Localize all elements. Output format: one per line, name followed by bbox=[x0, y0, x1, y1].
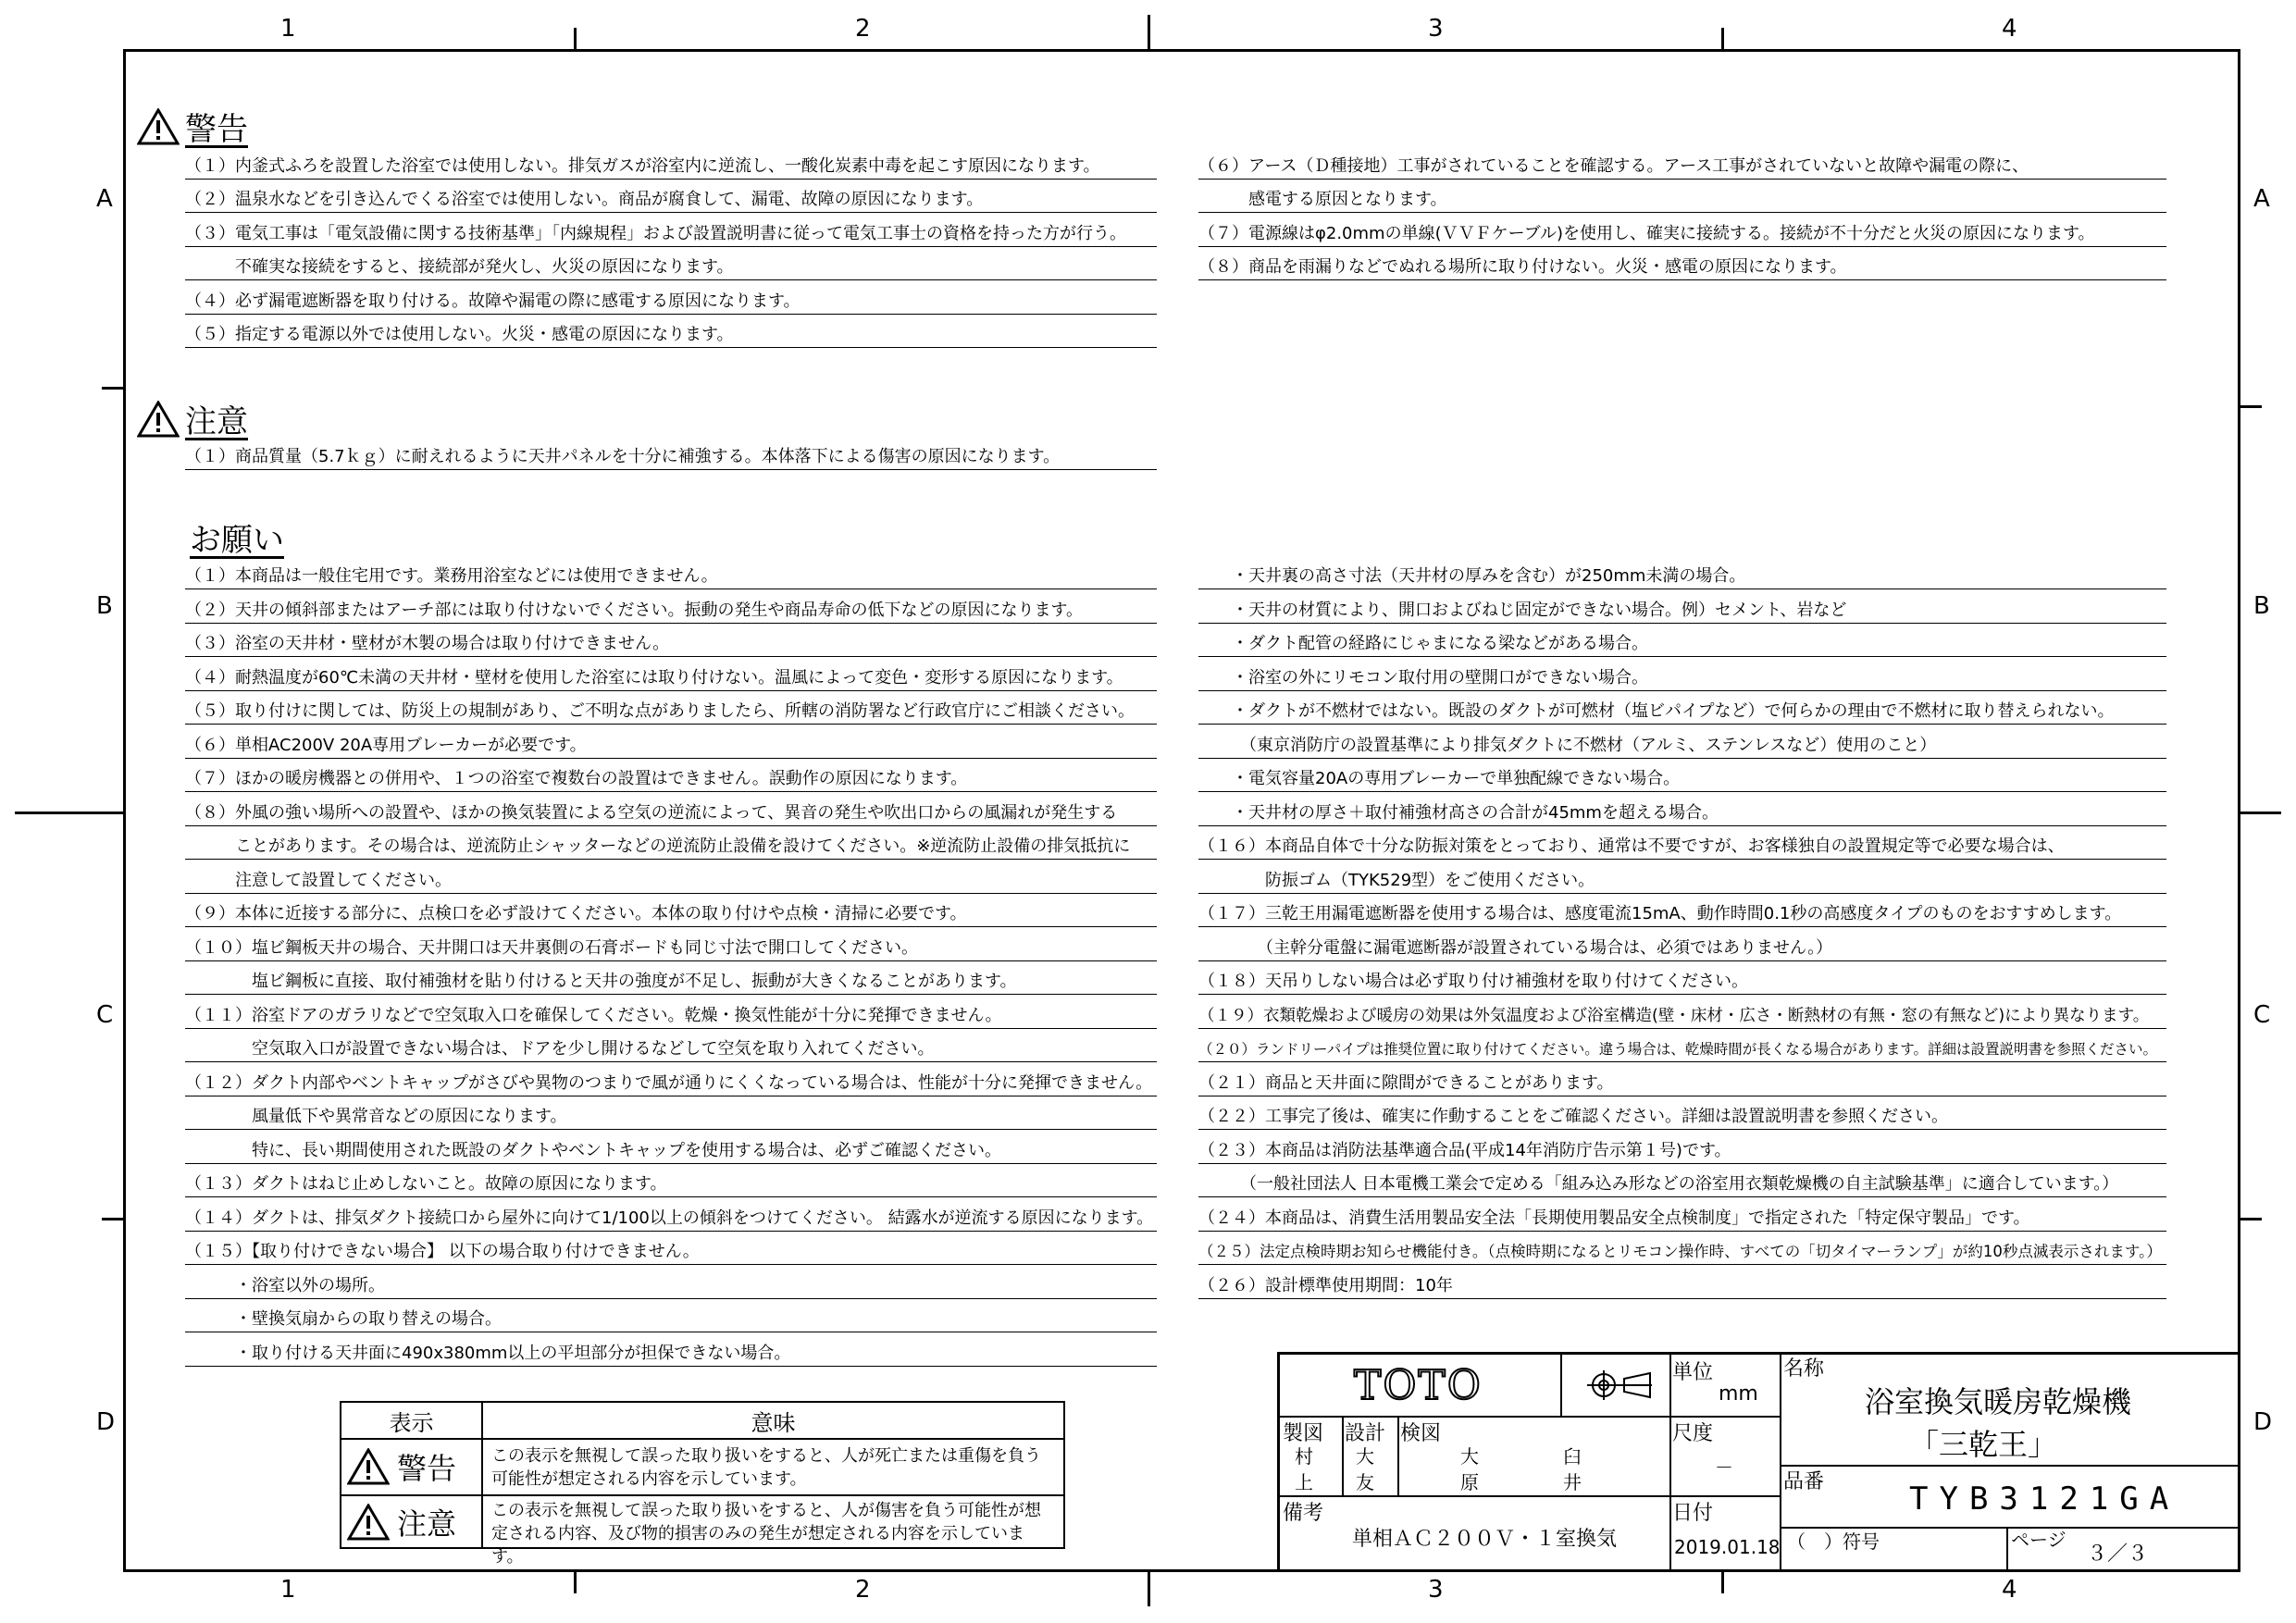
requests-line: （２０）ランドリーパイプは推奨位置に取り付けてください。違う場合は、乾燥時間が長くなる場合があります。詳細は設置説明書を参照ください。 bbox=[1198, 1039, 2166, 1062]
kenzu-name-a1: 大 bbox=[1460, 1445, 1479, 1468]
grid-row-a-left: A bbox=[96, 185, 113, 213]
caution-triangle-icon bbox=[347, 1504, 390, 1541]
grid-tick bbox=[15, 812, 123, 814]
grid-tick bbox=[2240, 812, 2281, 814]
grid-tick bbox=[1148, 1572, 1150, 1606]
legend-warning-symbol bbox=[347, 1441, 477, 1493]
kenzu-name-b1: 臼 bbox=[1563, 1445, 1582, 1468]
requests-line: （一般社団法人 日本電機工業会で定める「組み込み形などの浴室用衣類乾燥機の自主試験基準」に適合しています。） bbox=[1198, 1174, 2166, 1197]
requests-heading bbox=[190, 514, 284, 560]
part-number-label: 品番 bbox=[1783, 1470, 1825, 1493]
requests-line: 防振ゴム（TYK529型）をご使用ください。 bbox=[1198, 871, 2166, 894]
caution-triangle-icon bbox=[137, 401, 180, 438]
requests-line: （１１）浴室ドアのガラリなどで空気取入口を確保してください。乾燥・換気性能が十分に発揮できません。 bbox=[185, 1006, 1157, 1029]
warning-right-line: （８）商品を雨漏りなどでぬれる場所に取り付けない。火災・感電の原因になります。 bbox=[1198, 257, 2166, 280]
requests-line: ・浴室以外の場所。 bbox=[185, 1276, 1157, 1299]
requests-line: 風量低下や異常音などの原因になります。 bbox=[185, 1107, 1157, 1130]
requests-line: ・天井裏の高さ寸法（天井材の厚みを含む）が250mm未満の場合。 bbox=[1198, 566, 2166, 589]
page-value: ３／３ bbox=[2087, 1542, 2149, 1566]
remarks-label: 備考 bbox=[1283, 1502, 1324, 1525]
scale-value: － bbox=[1715, 1456, 1733, 1479]
requests-line: （７）ほかの暖房機器との併用や、１つの浴室で複数台の設置はできません。誤動作の原因になります。 bbox=[185, 769, 1157, 792]
title-block bbox=[1277, 1352, 2240, 1572]
grid-tick bbox=[2240, 1218, 2262, 1220]
warning-right-line: （６）アース（Ｄ種接地）工事がされていることを確認する。アース工事がされていないと故障や漏電の際に、 bbox=[1198, 156, 2166, 180]
grid-row-c-right: C bbox=[2253, 1001, 2271, 1029]
requests-line: 特に、長い期間使用された既設のダクトやベントキャップを使用する場合は、必ずご確認ください。 bbox=[185, 1141, 1157, 1164]
grid-tick bbox=[102, 1218, 123, 1220]
requests-line: （主幹分電盤に漏電遮断器が設置されている場合は、必須ではありません。） bbox=[1198, 938, 2166, 961]
warning-left-line: （３）電気工事は「電気設備に関する技術基準」「内線規程」および設置説明書に従って電気工事士の資格を持った方が行う。 bbox=[185, 224, 1157, 247]
requests-line: （２４）本商品は、消費生活用製品安全法「長期使用製品安全点検制度」で指定された「特定保守製品」です。 bbox=[1198, 1208, 2166, 1232]
requests-line: （１３）ダクトはねじ止めしないこと。故障の原因になります。 bbox=[185, 1174, 1157, 1197]
kenzu-name-a2: 原 bbox=[1460, 1471, 1479, 1493]
legend-caution-desc: この表示を無視して誤った取り扱いをすると、人が傷害を負う可能性が想定される内容、及び物的損害のみの発生が想定される内容を示しています。 bbox=[491, 1501, 1041, 1567]
requests-line: （１２）ダクト内部やベントキャップがさびや異物のつまりで風が通りにくくなっている場合は、性能が十分に発揮できません。 bbox=[185, 1073, 1157, 1096]
requests-title: お願い bbox=[190, 522, 284, 559]
requests-line: ・取り付ける天井面に490x380mm以上の平坦部分が担保できない場合。 bbox=[185, 1344, 1157, 1367]
grid-tick bbox=[1148, 15, 1150, 49]
sekkei-name1: 大 bbox=[1356, 1445, 1374, 1468]
warning-right-line: （７）電源線はφ2.0mmの単線(ＶＶＦケーブル)を使用し、確実に接続する。接続が不十分だと火災の原因になります。 bbox=[1198, 224, 2166, 247]
requests-line: ・電気容量20Aの専用ブレーカーで単独配線できない場合。 bbox=[1198, 769, 2166, 792]
requests-line: 塩ビ鋼板に直接、取付補強材を貼り付けると天井の強度が不足し、振動が大きくなることがあります。 bbox=[185, 972, 1157, 995]
requests-line: （１９）衣類乾燥および暖房の効果は外気温度および浴室構造(壁・床材・広さ・断熱材の有無・窓の有無など)により異なります。 bbox=[1198, 1006, 2166, 1029]
grid-row-b-right: B bbox=[2253, 592, 2270, 620]
toto-logo: TOTO bbox=[1354, 1362, 1483, 1409]
grid-tick bbox=[102, 387, 123, 390]
grid-col-2-top: 2 bbox=[855, 15, 871, 43]
date-value: 2019.01.18 bbox=[1674, 1536, 1781, 1558]
warning-left-line: （４）必ず漏電遮断器を取り付ける。故障や漏電の際に感電する原因になります。 bbox=[185, 291, 1157, 315]
grid-col-4-bottom: 4 bbox=[2002, 1576, 2017, 1604]
grid-col-2-bottom: 2 bbox=[855, 1576, 871, 1604]
legend-col2-header: 意味 bbox=[483, 1403, 1063, 1440]
seizu-name2: 上 bbox=[1295, 1471, 1313, 1493]
requests-line: （３）浴室の天井材・壁材が木製の場合は取り付けできません。 bbox=[185, 634, 1157, 657]
date-label: 日付 bbox=[1672, 1502, 1714, 1525]
grid-col-1-top: 1 bbox=[280, 15, 296, 43]
requests-line: （１７）三乾王用漏電遮断器を使用する場合は、感度電流15mA、動作時間0.1秒の高感度タイプのものをおすすめします。 bbox=[1198, 904, 2166, 927]
requests-line: （４）耐熱温度が60℃未満の天井材・壁材を使用した浴室には取り付けない。温風によって変色・変形する原因になります。 bbox=[185, 668, 1157, 691]
legend-col1-header: 表示 bbox=[341, 1403, 481, 1440]
requests-line: （１）本商品は一般住宅用です。業務用浴室などには使用できません。 bbox=[185, 566, 1157, 589]
warning-left-line: （２）温泉水などを引き込んでくる浴室では使用しない。商品が腐食して、漏電、故障の原因になります。 bbox=[185, 190, 1157, 213]
grid-col-1-bottom: 1 bbox=[280, 1576, 296, 1604]
projection-symbol-icon bbox=[1585, 1368, 1656, 1403]
grid-tick bbox=[1721, 28, 1724, 49]
requests-line: ・ダクトが不燃材ではない。既設のダクトが可燃材（塩ビパイプなど）で何らかの理由で不燃材に取り替えられない。 bbox=[1198, 701, 2166, 725]
caution-title: 注意 bbox=[185, 403, 248, 440]
warning-triangle-icon bbox=[137, 108, 180, 145]
unit-label: 単位 bbox=[1672, 1361, 1714, 1384]
part-number-value: TYB3121GA bbox=[1909, 1481, 2180, 1518]
remarks-value: 単相ＡＣ２００Ｖ・１室換気 bbox=[1352, 1528, 1618, 1551]
requests-line: （１８）天吊りしない場合は必ず取り付け補強材を取り付けてください。 bbox=[1198, 972, 2166, 995]
grid-row-d-left: D bbox=[96, 1408, 116, 1436]
warning-heading bbox=[137, 104, 248, 149]
grid-row-c-left: C bbox=[96, 1001, 114, 1029]
unit-value: mm bbox=[1719, 1382, 1758, 1406]
requests-line: （８）外風の強い場所への設置や、ほかの換気装置による空気の逆流によって、異音の発生や吹出口からの風漏れが発生する bbox=[185, 803, 1157, 826]
requests-line: ・天井材の厚さ＋取付補強材高さの合計が45mmを超える場合。 bbox=[1198, 803, 2166, 826]
legend-divider bbox=[481, 1403, 483, 1547]
warning-title: 警告 bbox=[185, 111, 248, 148]
name-label: 名称 bbox=[1783, 1357, 1825, 1381]
caution-left-line: （１）商品質量（5.7ｋｇ）に耐えれるように天井パネルを十分に補強する。本体落下による傷害の原因になります。 bbox=[185, 447, 1157, 470]
legend-caution-label: 注意 bbox=[397, 1506, 457, 1542]
grid-col-3-top: 3 bbox=[1428, 15, 1444, 43]
legend-warning-desc: この表示を無視して誤った取り扱いをすると、人が死亡または重傷を負う可能性が想定される内容を示しています。 bbox=[491, 1446, 1041, 1489]
warning-left-line: （５）指定する電源以外では使用しない。火災・感電の原因になります。 bbox=[185, 325, 1157, 348]
grid-row-a-right: A bbox=[2253, 185, 2270, 213]
kenzu-name-b2: 井 bbox=[1563, 1471, 1582, 1493]
sekkei-label: 設計 bbox=[1345, 1422, 1386, 1445]
requests-line: （２６）設計標準使用期間：10年 bbox=[1198, 1276, 2166, 1299]
seizu-label: 製図 bbox=[1283, 1422, 1324, 1445]
sekkei-name2: 友 bbox=[1356, 1471, 1374, 1493]
requests-line: （１０）塩ビ鋼板天井の場合、天井開口は天井裏側の石膏ボードも同じ寸法で開口してください。 bbox=[185, 938, 1157, 961]
legend-table bbox=[340, 1401, 1065, 1567]
requests-line: （２３）本商品は消防法基準適合品(平成14年消防庁告示第１号)です。 bbox=[1198, 1141, 2166, 1164]
symbol-label: （ ）符号 bbox=[1787, 1530, 1880, 1553]
requests-line: （２５）法定点検時期お知らせ機能付き。（点検時期になるとリモコン操作時、すべての「切タイマーランプ」が約10秒点滅表示されます。） bbox=[1198, 1242, 2166, 1265]
requests-line: （５）取り付けに関しては、防災上の規制があり、ご不明な点がありましたら、所轄の消防署など行政官庁にご相談ください。 bbox=[185, 701, 1157, 725]
requests-line: （２１）商品と天井面に隙間ができることがあります。 bbox=[1198, 1073, 2166, 1096]
requests-line: （６）単相AC200V 20A専用ブレーカーが必要です。 bbox=[185, 736, 1157, 759]
warning-right-line: 感電する原因となります。 bbox=[1198, 190, 2166, 213]
requests-line: （２）天井の傾斜部またはアーチ部には取り付けないでください。振動の発生や商品寿命の低下などの原因になります。 bbox=[185, 601, 1157, 624]
requests-line: ・ダクト配管の経路にじゃまになる梁などがある場合。 bbox=[1198, 634, 2166, 657]
seizu-name1: 村 bbox=[1295, 1445, 1313, 1468]
requests-line: （１５）【取り付けできない場合】 以下の場合取り付けできません。 bbox=[185, 1242, 1157, 1265]
grid-col-3-bottom: 3 bbox=[1428, 1576, 1444, 1604]
product-name-line2: 「三乾王」 bbox=[1909, 1427, 2058, 1462]
kenzu-label: 検図 bbox=[1400, 1422, 1442, 1445]
grid-tick bbox=[574, 1572, 577, 1593]
caution-heading bbox=[137, 396, 248, 441]
requests-line: （２２）工事完了後は、確実に作動することをご確認ください。詳細は設置説明書を参照ください。 bbox=[1198, 1107, 2166, 1130]
page-label: ページ bbox=[2011, 1529, 2066, 1551]
legend-warning-label: 警告 bbox=[397, 1451, 457, 1486]
requests-line: （９）本体に近接する部分に、点検口を必ず設けてください。本体の取り付けや点検・清掃に必要です。 bbox=[185, 904, 1157, 927]
requests-line: 注意して設置してください。 bbox=[185, 871, 1157, 894]
product-name-line1: 浴室換気暖房乾燥機 bbox=[1865, 1384, 2132, 1419]
requests-line: （東京消防庁の設置基準により排気ダクトに不燃材（アルミ、ステンレスなど）使用のこと） bbox=[1198, 736, 2166, 759]
requests-line: 空気取入口が設置できない場合は、ドアを少し開けるなどして空気を取り入れてください。 bbox=[185, 1039, 1157, 1062]
grid-tick bbox=[1721, 1572, 1724, 1593]
warning-left-line: （１）内釜式ふろを設置した浴室では使用しない。排気ガスが浴室内に逆流し、一酸化炭素中毒を起こす原因になります。 bbox=[185, 156, 1157, 180]
grid-tick bbox=[2240, 405, 2262, 408]
grid-row-b-left: B bbox=[96, 592, 113, 620]
legend-caution-symbol bbox=[347, 1496, 477, 1548]
grid-tick bbox=[574, 28, 577, 49]
requests-line: （１６）本商品自体で十分な防振対策をとっており、通常は不要ですが、お客様独自の設置規定等で必要な場合は、 bbox=[1198, 836, 2166, 860]
scale-label: 尺度 bbox=[1672, 1422, 1714, 1445]
requests-line: ・浴室の外にリモコン取付用の壁開口ができない場合。 bbox=[1198, 668, 2166, 691]
requests-line: ことがあります。その場合は、逆流防止シャッターなどの逆流防止設備を設けてください。※逆流防止設備の排気抵抗に bbox=[185, 836, 1157, 860]
grid-row-d-right: D bbox=[2253, 1408, 2273, 1436]
grid-col-4-top: 4 bbox=[2002, 15, 2017, 43]
requests-line: ・壁換気扇からの取り替えの場合。 bbox=[185, 1309, 1157, 1332]
warning-triangle-icon bbox=[347, 1448, 390, 1485]
warning-left-line: 不確実な接続をすると、接続部が発火し、火災の原因になります。 bbox=[185, 257, 1157, 280]
requests-line: （１４）ダクトは、排気ダクト接続口から屋外に向けて1/100以上の傾斜をつけてください。 結露水が逆流する原因になります。 bbox=[185, 1208, 1157, 1232]
requests-line: ・天井の材質により、開口およびねじ固定ができない場合。例）セメント、岩など bbox=[1198, 601, 2166, 624]
